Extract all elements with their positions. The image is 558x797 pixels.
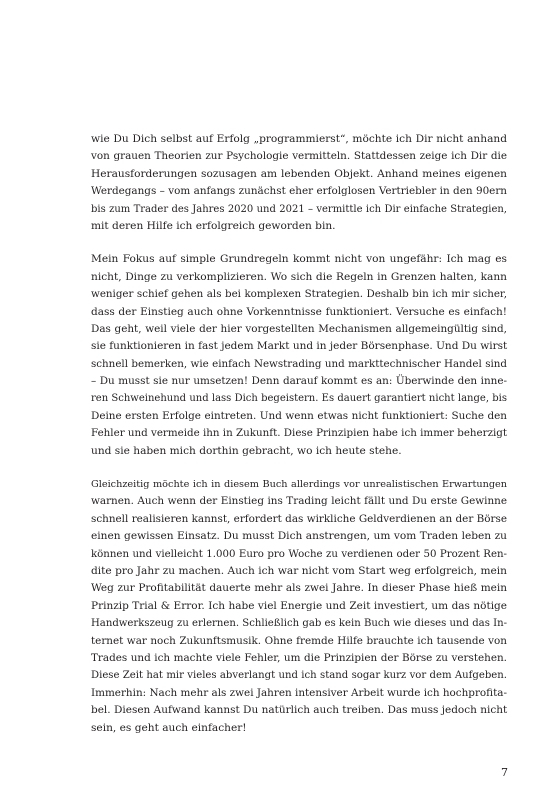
text-line: Trades und ich machte viele Fehler, um die Prinzipien der Börse zu verstehen. bbox=[91, 651, 507, 664]
text-line: ren Schweinehund und lass Dich begeistern. Es dauert garantiert nicht lange, bis bbox=[91, 393, 507, 405]
text-line: Handwerkszeug zu erlernen. Schließlich gab es kein Buch wie dieses und das In- bbox=[91, 618, 507, 630]
text-line: einen gewissen Einsatz. Du musst Dich anstrengen, um vom Traden leben zu bbox=[91, 530, 507, 543]
text-line: wie Du Dich selbst auf Erfolg „programmierst“, möchte ich Dir nicht anhand bbox=[91, 133, 507, 145]
text-line: Das geht, weil viele der hier vorgestellten Mechanismen allgemeingültig sind, bbox=[91, 322, 507, 335]
text-line: von grauen Theorien zur Psychologie vermitteln. Stattdessen zeige ich Dir die bbox=[91, 150, 507, 163]
body-text bbox=[91, 131, 507, 753]
text-line: Immerhin: Nach mehr als zwei Jahren intensiver Arbeit wurde ich hochprofita- bbox=[91, 686, 507, 699]
text-line: Deine ersten Erfolge eintreten. Und wenn etwas nicht funktioniert: Suche den bbox=[91, 409, 507, 422]
text-line: dite pro Jahr zu machen. Auch ich war nicht vom Start weg erfolgreich, mein bbox=[91, 564, 507, 577]
text-line: dass der Einstieg auch ohne Vorkenntnisse funktioniert. Versuche es einfach! bbox=[91, 305, 507, 318]
text-line: warnen. Auch wenn der Einstieg ins Trading leicht fällt und Du erste Gewinne bbox=[91, 495, 507, 508]
text-line: Weg zur Profitabilität dauerte mehr als zwei Jahre. In dieser Phase hieß mein bbox=[91, 582, 507, 595]
page-number: 7 bbox=[501, 766, 508, 779]
text-line: – Du musst sie nur umsetzen! Denn darauf kommt es an: Überwinde den inne- bbox=[91, 375, 507, 388]
text-line: mit deren Hilfe ich erfolgreich geworden bin. bbox=[91, 219, 336, 232]
text-line: Prinzip Trial & Error. Ich habe viel Energie und Zeit investiert, um das nötige bbox=[91, 599, 507, 612]
text-line: Herausforderungen sozusagen am lebenden Objekt. Anhand meines eigenen bbox=[91, 167, 507, 180]
text-line: nicht, Dinge zu verkomplizieren. Wo sich die Regeln in Grenzen halten, kann bbox=[91, 270, 507, 283]
text-line: bis zum Trader des Jahres 2020 und 2021 – vermittle ich Dir einfache Strategien, bbox=[91, 203, 507, 215]
text-line: und sie haben mich dorthin gebracht, wo ich heute stehe. bbox=[91, 444, 402, 457]
text-line: sein, es geht auch einfacher! bbox=[91, 721, 247, 734]
text-line: sie funktionieren in fast jedem Markt und in jeder Börsenphase. Und Du wirst bbox=[91, 340, 508, 353]
paragraph-3 bbox=[91, 476, 507, 737]
text-line: schnell bemerken, wie einfach Newstrading und markttechnischer Handel sind bbox=[91, 357, 507, 370]
text-line: können und vielleicht 1.000 Euro pro Woche zu verdienen oder 50 Prozent Ren- bbox=[91, 548, 507, 560]
text-line: Mein Fokus auf simple Grundregeln kommt nicht von ungefähr: Ich mag es bbox=[91, 253, 507, 266]
text-line: bel. Diesen Aufwand kannst Du natürlich auch treiben. Das muss jedoch nicht bbox=[91, 704, 508, 717]
text-line: weniger schief gehen als bei komplexen Strategien. Deshalb bin ich mir sicher, bbox=[91, 288, 507, 301]
paragraph-2 bbox=[91, 251, 507, 460]
text-line: Werdegangs – vom anfangs zunächst eher erfolglosen Vertriebler in den 90ern bbox=[91, 185, 507, 198]
text-line: Diese Zeit hat mir vieles abverlangt und ich stand sogar kurz vor dem Aufgeben. bbox=[91, 670, 507, 682]
text-line: Gleichzeitig möchte ich in diesem Buch allerdings vor unrealistischen Erwartungen bbox=[91, 479, 507, 491]
text-line: Fehler und vermeide ihn in Zukunft. Diese Prinzipien habe ich immer beherzigt bbox=[91, 427, 508, 440]
text-line: schnell realisieren kannst, erfordert das wirkliche Geldverdienen an der Börse bbox=[91, 512, 507, 525]
paragraph-1 bbox=[91, 131, 507, 235]
text-line: ternet war noch Zukunftsmusik. Ohne fremde Hilfe brauchte ich tausende von bbox=[91, 634, 507, 647]
